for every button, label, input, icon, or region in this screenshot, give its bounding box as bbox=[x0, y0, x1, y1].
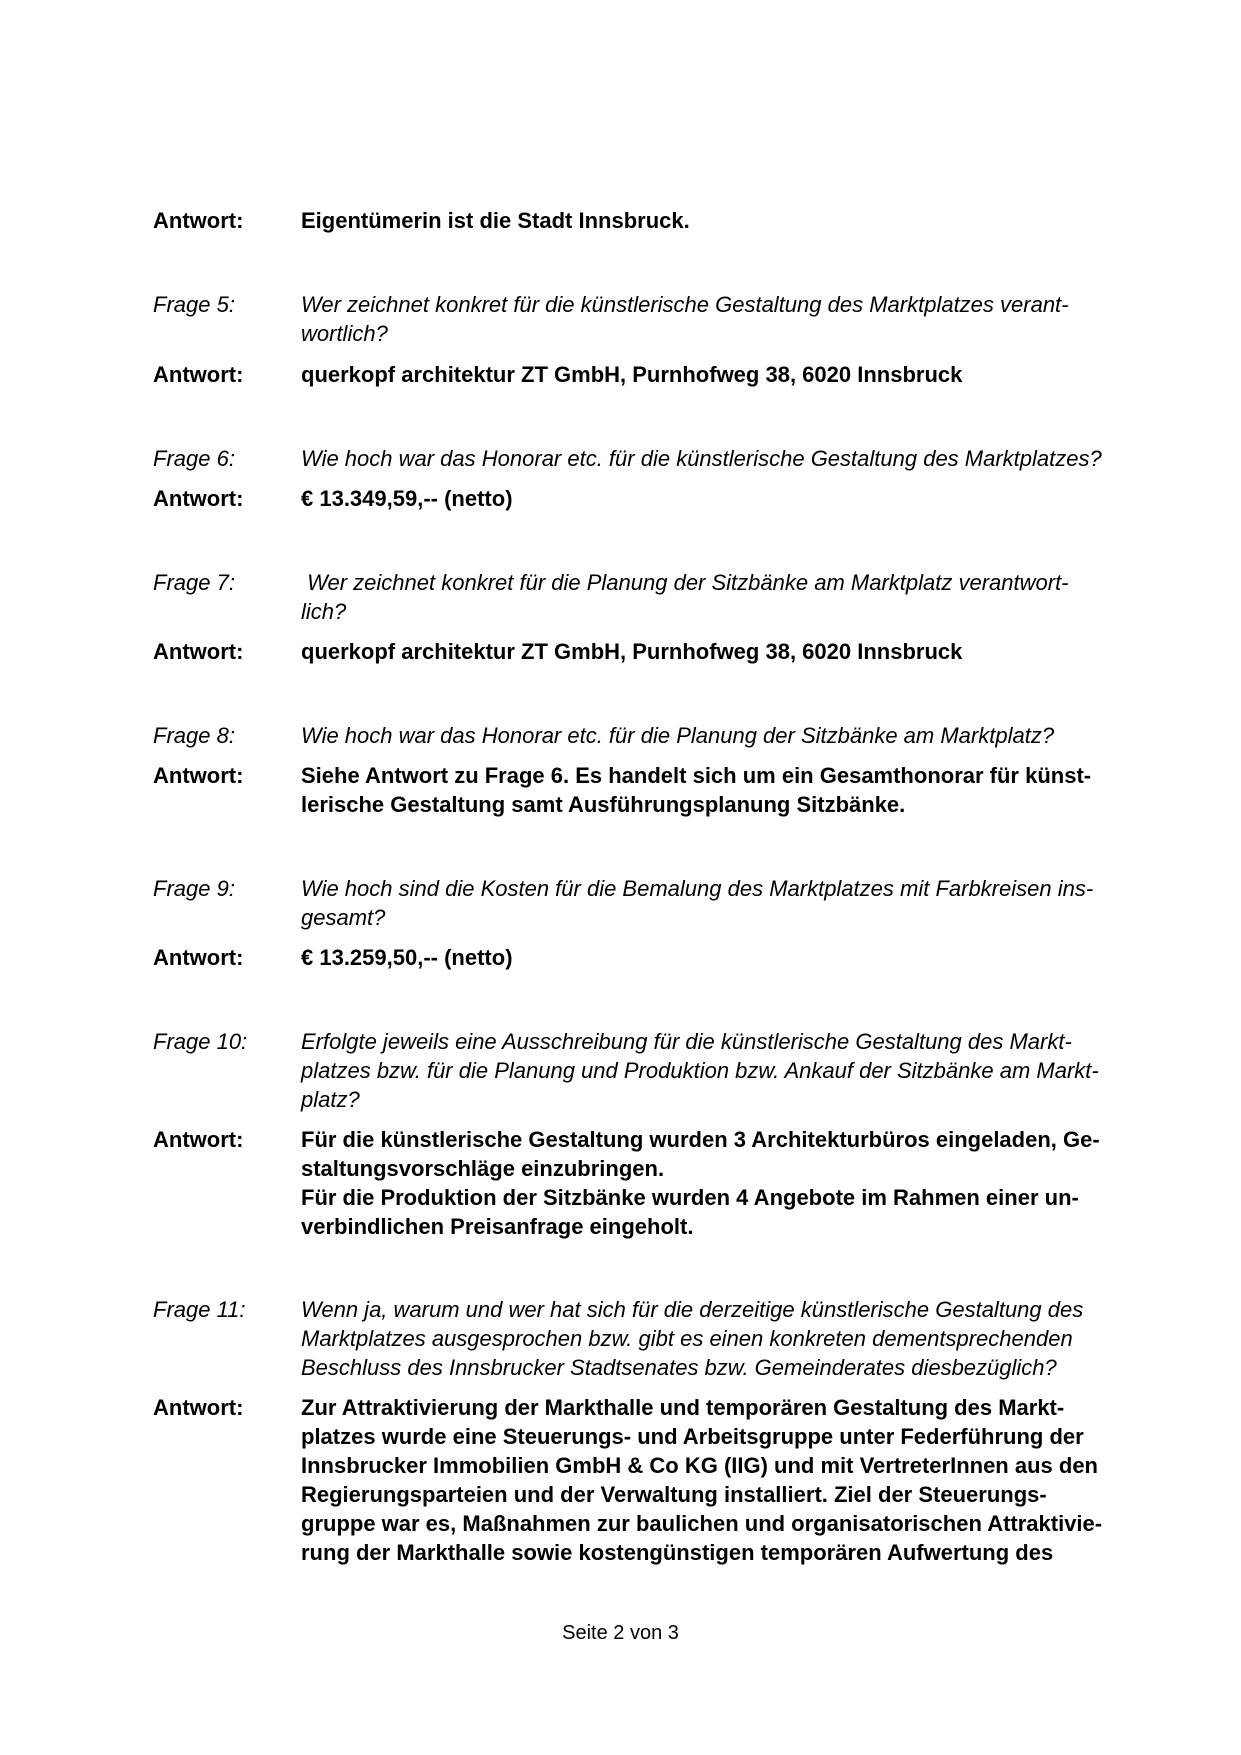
answer-label: Antwort: bbox=[153, 1395, 244, 1420]
question-label: Frage 10: bbox=[153, 1029, 248, 1054]
question-label: Frage 7: bbox=[153, 570, 235, 595]
question-block bbox=[153, 568, 1143, 626]
answer-text: Eigentümerin ist die Stadt Innsbruck. bbox=[301, 208, 690, 233]
answer-block bbox=[153, 761, 1143, 819]
question-text: Wenn ja, warum und wer hat sich für die derzeitige künstlerische Gestaltung des Marktplatzes ausgesprochen bzw. gibt es einen konkreten dementsprechenden Beschluss des Innsbrucker Stadtsenates bzw. Gemeinderates diesbezüglich? bbox=[301, 1297, 1084, 1380]
question-text: Wie hoch sind die Kosten für die Bemalung des Marktplatzes mit Farbkreisen ins- gesamt? bbox=[301, 876, 1094, 930]
answer-block bbox=[153, 484, 1143, 513]
answer-label: Antwort: bbox=[153, 945, 244, 970]
question-block bbox=[153, 874, 1143, 932]
page-number-footer: Seite 2 von 3 bbox=[562, 1622, 679, 1644]
answer-label: Antwort: bbox=[153, 1127, 244, 1152]
question-block bbox=[153, 1027, 1143, 1114]
question-text: Wer zeichnet konkret für die künstlerische Gestaltung des Marktplatzes verant- wortlich? bbox=[301, 292, 1069, 346]
answer-text: € 13.349,59,-- (netto) bbox=[301, 486, 513, 511]
question-block bbox=[153, 1295, 1143, 1382]
question-label: Frage 5: bbox=[153, 292, 235, 317]
answer-label: Antwort: bbox=[153, 639, 244, 664]
question-block bbox=[153, 290, 1143, 348]
answer-text: Siehe Antwort zu Frage 6. Es handelt sich um ein Gesamthonorar für künst- lerische Gestaltung samt Ausführungsplanung Sitzbänke. bbox=[301, 763, 1092, 817]
answer-label: Antwort: bbox=[153, 486, 244, 511]
answer-text: Für die künstlerische Gestaltung wurden 3 Architekturbüros eingeladen, Ge- staltungsvorschläge einzubringen. Für die Produktion der Sitzbänke wurden 4 Angebote im Rahmen einer un- verbindlichen Preisanfrage eingeholt. bbox=[301, 1127, 1100, 1239]
question-label: Frage 9: bbox=[153, 876, 235, 901]
answer-block bbox=[153, 360, 1143, 389]
question-text: Wer zeichnet konkret für die Planung der Sitzbänke am Marktplatz verantwort- lich? bbox=[301, 570, 1069, 624]
question-label: Frage 11: bbox=[153, 1297, 246, 1322]
question-text: Wie hoch war das Honorar etc. für die künstlerische Gestaltung des Marktplatzes? bbox=[301, 446, 1102, 471]
question-block bbox=[153, 721, 1143, 750]
answer-label: Antwort: bbox=[153, 362, 244, 387]
answer-label: Antwort: bbox=[153, 763, 244, 788]
question-label: Frage 6: bbox=[153, 446, 235, 471]
answer-text: Zur Attraktivierung der Markthalle und temporären Gestaltung des Markt- platzes wurde eine Steuerungs- und Arbeitsgruppe unter Federführung der Innsbrucker Immobilien GmbH & Co KG (IIG) und mit VertreterInnen aus den Regierungsparteien und der Verwaltung installiert. Ziel der Steuerungs- gruppe war es, Maßnahmen zur baulichen und organisatorischen Attraktivie- rung der Markthalle sowie kostengünstigen temporären Aufwertung des bbox=[301, 1395, 1103, 1565]
question-text: Wie hoch war das Honorar etc. für die Planung der Sitzbänke am Marktplatz? bbox=[301, 723, 1055, 748]
question-label: Frage 8: bbox=[153, 723, 235, 748]
answer-text: querkopf architektur ZT GmbH, Purnhofweg 38, 6020 Innsbruck bbox=[301, 639, 963, 664]
question-text: Erfolgte jeweils eine Ausschreibung für die künstlerische Gestaltung des Markt- platzes bzw. für die Planung und Produktion bzw. Ankauf der Sitzbänke am Markt- platz? bbox=[301, 1029, 1099, 1112]
answer-text: querkopf architektur ZT GmbH, Purnhofweg 38, 6020 Innsbruck bbox=[301, 362, 963, 387]
answer-label: Antwort: bbox=[153, 208, 244, 233]
answer-text: € 13.259,50,-- (netto) bbox=[301, 945, 513, 970]
answer-block bbox=[153, 206, 1143, 235]
answer-block bbox=[153, 1125, 1143, 1241]
answer-block bbox=[153, 943, 1143, 972]
answer-block bbox=[153, 637, 1143, 666]
answer-block bbox=[153, 1393, 1143, 1567]
question-block bbox=[153, 444, 1143, 473]
